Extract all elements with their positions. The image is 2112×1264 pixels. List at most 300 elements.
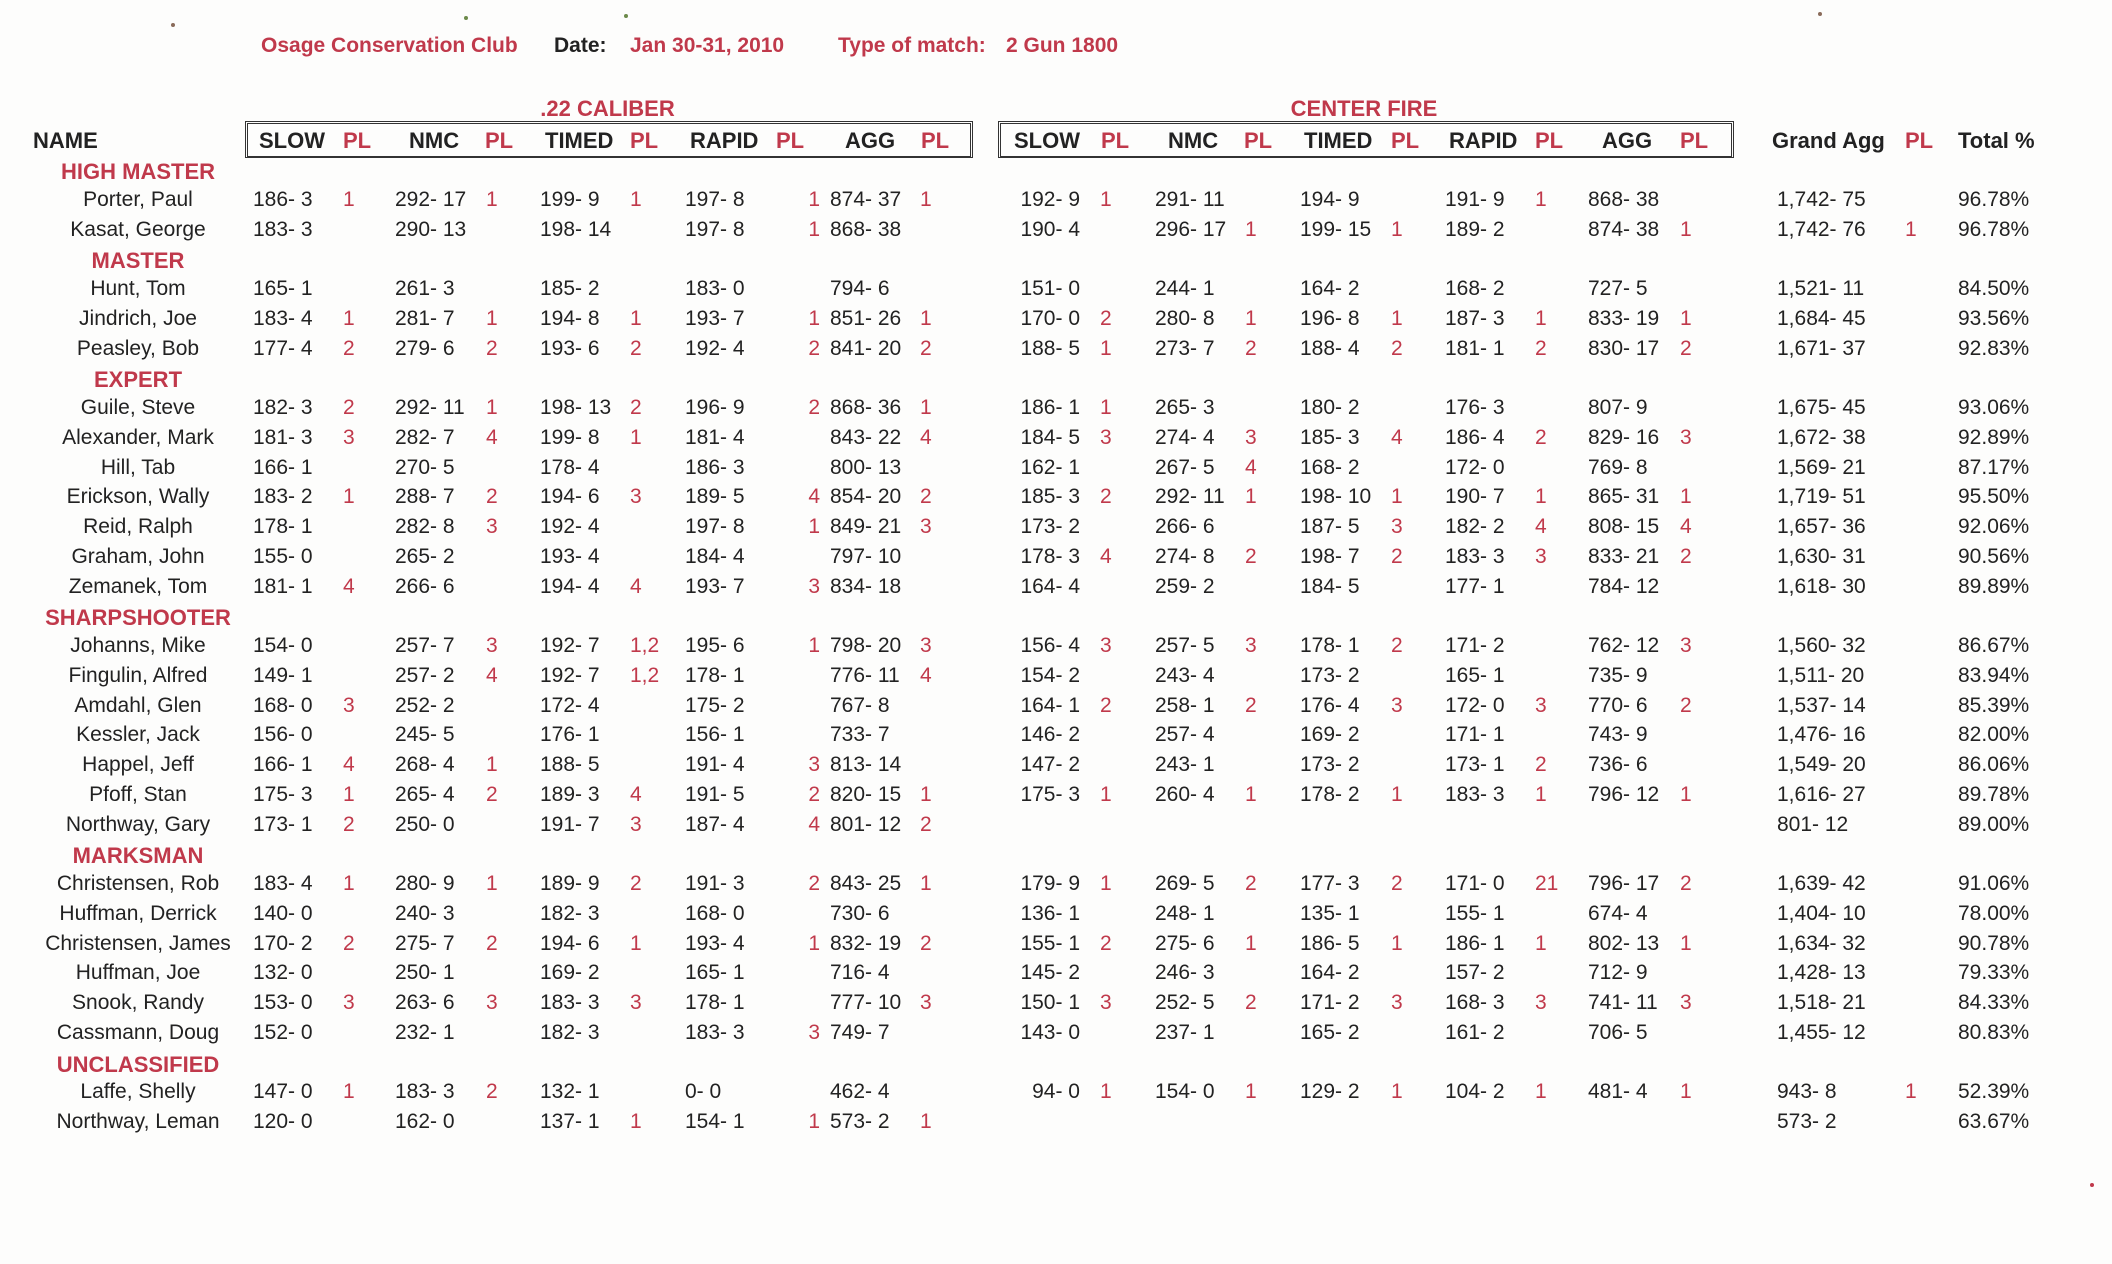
score-cell: 184- 4 [685,545,745,568]
score-cell: 1,537- 14 [1777,694,1866,717]
score-cell: 290- 13 [395,218,467,241]
place-cell: 1 [343,188,355,211]
score-cell: 189- 5 [685,485,745,508]
score-cell: 168- 0 [253,694,313,717]
column-header-rapid: RAPID [1449,128,1518,153]
score-cell: 874- 37 [830,188,902,211]
score-cell: 801- 12 [1777,813,1849,836]
score-cell: 173- 2 [1300,753,1360,776]
column-header-pl: PL [1244,128,1273,153]
score-cell: 191- 7 [540,813,600,836]
score-cell: 185- 3 [1300,426,1360,449]
score-cell: 777- 10 [830,991,902,1014]
score-cell: 190- 7 [1445,485,1505,508]
score-cell: 462- 4 [830,1080,890,1103]
score-cell: 820- 15 [830,783,902,806]
score-cell: 1,634- 32 [1777,932,1866,955]
score-cell: 164- 4 [1020,575,1080,598]
score-cell: 184- 5 [1020,426,1080,449]
score-cell: 194- 4 [540,575,600,598]
score-cell: 1,657- 36 [1777,515,1866,538]
place-cell: 3 [1245,634,1257,657]
score-cell: 868- 36 [830,396,902,419]
place-cell: 3 [1100,634,1112,657]
score-cell: 246- 3 [1155,961,1215,984]
score-cell: 1,616- 27 [1777,783,1866,806]
score-cell: 808- 15 [1588,515,1660,538]
score-cell: 171- 2 [1300,991,1360,1014]
place-cell: 2 [1245,872,1257,895]
place-cell: 2 [808,337,820,360]
score-cell: 93.06% [1958,396,2030,419]
score-cell: 267- 5 [1155,456,1215,479]
score-cell: 1,742- 76 [1777,218,1866,241]
column-header-pl: PL [1535,128,1564,153]
shooter-name: Laffe, Shelly [80,1080,196,1103]
shooter-name: Alexander, Mark [62,426,214,449]
score-cell: 181- 1 [1445,337,1505,360]
place-cell: 2 [1100,485,1112,508]
score-cell: 282- 8 [395,515,455,538]
score-cell: 1,639- 42 [1777,872,1866,895]
score-cell: 1,428- 13 [1777,961,1866,984]
place-cell: 2 [1245,991,1257,1014]
place-cell: 3 [1100,991,1112,1014]
score-cell: 179- 9 [1020,872,1080,895]
score-cell: 149- 1 [253,664,313,687]
score-cell: 257- 7 [395,634,455,657]
place-cell: 1 [1391,932,1403,955]
place-cell: 1 [343,872,355,895]
score-cell: 135- 1 [1300,902,1360,925]
column-header-pl: PL [1905,128,1934,153]
place-cell: 1 [1100,783,1112,806]
score-cell: 165- 1 [253,277,313,300]
score-cell: 162- 1 [1020,456,1080,479]
place-cell: 2 [630,396,642,419]
score-cell: 199- 8 [540,426,600,449]
place-cell: 3 [920,991,932,1014]
score-cell: 154- 0 [253,634,313,657]
score-cell: 168- 2 [1300,456,1360,479]
shooter-name: Snook, Randy [72,991,204,1014]
column-header-pl: PL [1680,128,1709,153]
score-cell: 92.06% [1958,515,2030,538]
place-cell: 21 [1535,872,1559,895]
score-cell: 193- 7 [685,575,745,598]
score-cell: 244- 1 [1155,277,1215,300]
score-cell: 52.39% [1958,1080,2030,1103]
score-cell: 182- 2 [1445,515,1505,538]
score-cell: 296- 17 [1155,218,1227,241]
score-cell: 762- 12 [1588,634,1660,657]
place-cell: 1 [630,932,642,955]
score-cell: 191- 4 [685,753,745,776]
score-cell: 197- 8 [685,218,745,241]
score-cell: 171- 2 [1445,634,1505,657]
score-cell: 178- 1 [1300,634,1360,657]
place-cell: 2 [343,813,355,836]
place-cell: 2 [1535,753,1547,776]
score-cell: 94- 0 [1032,1080,1080,1103]
place-cell: 1 [1680,485,1692,508]
score-cell: 706- 5 [1588,1021,1648,1044]
column-header-grand-agg: Grand Agg [1772,128,1885,153]
score-cell: 181- 4 [685,426,745,449]
place-cell: 1 [630,1110,642,1133]
column-header-agg: AGG [1602,128,1653,153]
column-header-agg: AGG [845,128,896,153]
place-cell: 4 [808,485,820,508]
score-cell: 261- 3 [395,277,455,300]
shooter-name: Kessler, Jack [76,723,200,746]
shooter-name: Zemanek, Tom [68,575,208,598]
score-cell: 252- 2 [395,694,455,717]
place-cell: 2 [808,872,820,895]
score-cell: 90.56% [1958,545,2030,568]
score-cell: 178- 3 [1020,545,1080,568]
score-cell: 257- 5 [1155,634,1215,657]
place-cell: 1 [808,515,820,538]
score-cell: 187- 3 [1445,307,1505,330]
column-header-slow: SLOW [259,128,325,153]
score-cell: 257- 4 [1155,723,1215,746]
date-value: Jan 30-31, 2010 [630,34,785,57]
score-cell: 193- 7 [685,307,745,330]
shooter-name: Northway, Leman [56,1110,220,1133]
match-type-value: 2 Gun 1800 [1006,34,1119,57]
place-cell: 2 [920,485,932,508]
score-cell: 147- 2 [1020,753,1080,776]
place-cell: 3 [1100,426,1112,449]
score-cell: 281- 7 [395,307,455,330]
score-cell: 89.89% [1958,575,2030,598]
score-cell: 177- 3 [1300,872,1360,895]
place-cell: 3 [486,515,498,538]
column-header-pl: PL [630,128,659,153]
score-cell: 176- 3 [1445,396,1505,419]
scan-speck [464,16,468,20]
place-cell: 1 [1391,485,1403,508]
column-header-pl: PL [776,128,805,153]
score-cell: 1,569- 21 [1777,456,1866,479]
score-cell: 874- 38 [1588,218,1660,241]
score-cell: 194- 8 [540,307,600,330]
score-cell: 183- 4 [253,307,313,330]
score-cell: 104- 2 [1445,1080,1505,1103]
match-type-label: Type of match: [838,34,986,57]
score-cell: 240- 3 [395,902,455,925]
shooter-name: Hunt, Tom [90,277,186,300]
shooter-name: Pfoff, Stan [89,783,187,806]
place-cell: 3 [808,753,820,776]
score-cell: 807- 9 [1588,396,1648,419]
place-cell: 3 [1535,545,1547,568]
place-cell: 2 [1680,694,1692,717]
place-cell: 1 [1100,872,1112,895]
place-cell: 2 [1245,337,1257,360]
place-cell: 2 [486,485,498,508]
score-cell: 140- 0 [253,902,313,925]
score-cell: 735- 9 [1588,664,1648,687]
place-cell: 1 [1245,485,1257,508]
place-cell: 1 [920,307,932,330]
place-cell: 2 [1391,872,1403,895]
score-cell: 1,675- 45 [1777,396,1866,419]
score-cell: 199- 15 [1300,218,1372,241]
score-cell: 191- 5 [685,783,745,806]
score-cell: 154- 1 [685,1110,745,1133]
score-cell: 164- 1 [1020,694,1080,717]
score-cell: 150- 1 [1020,991,1080,1014]
score-cell: 292- 17 [395,188,467,211]
place-cell: 3 [486,991,498,1014]
score-cell: 173- 2 [1300,664,1360,687]
score-cell: 185- 3 [1020,485,1080,508]
place-cell: 1 [808,188,820,211]
column-header-pl: PL [485,128,514,153]
score-cell: 279- 6 [395,337,455,360]
place-cell: 1 [808,932,820,955]
place-cell: 1 [1535,932,1547,955]
score-cell: 674- 4 [1588,902,1648,925]
place-cell: 1 [486,188,498,211]
score-cell: 265- 4 [395,783,455,806]
score-cell: 155- 0 [253,545,313,568]
score-cell: 481- 4 [1588,1080,1648,1103]
score-cell: 943- 8 [1777,1080,1837,1103]
score-cell: 1,521- 11 [1777,277,1865,300]
score-cell: 136- 1 [1020,902,1080,925]
score-cell: 80.83% [1958,1021,2030,1044]
score-cell: 183- 3 [253,218,313,241]
place-cell: 1 [343,485,355,508]
score-cell: 288- 7 [395,485,455,508]
score-cell: 132- 1 [540,1080,600,1103]
score-cell: 184- 5 [1300,575,1360,598]
place-cell: 1 [1680,307,1692,330]
shooter-name: Amdahl, Glen [74,694,202,717]
score-cell: 86.06% [1958,753,2030,776]
score-cell: 177- 4 [253,337,313,360]
score-cell: 168- 2 [1445,277,1505,300]
shooter-name: Erickson, Wally [66,485,210,508]
score-cell: 832- 19 [830,932,902,955]
score-cell: 147- 0 [253,1080,313,1103]
shooter-name: Guile, Steve [80,396,196,419]
score-cell: 195- 6 [685,634,745,657]
score-cell: 182- 3 [540,1021,600,1044]
place-cell: 1 [1245,307,1257,330]
score-cell: 275- 6 [1155,932,1215,955]
column-header-pl: PL [1101,128,1130,153]
score-cell: 265- 3 [1155,396,1215,419]
score-cell: 175- 3 [1020,783,1080,806]
score-cell: 274- 4 [1155,426,1215,449]
score-cell: 1,476- 16 [1777,723,1866,746]
score-cell: 181- 1 [253,575,313,598]
classification-heading: SHARPSHOOTER [45,605,231,630]
place-cell: 1 [1100,337,1112,360]
place-cell: 3 [343,991,355,1014]
score-cell: 168- 3 [1445,991,1505,1014]
place-cell: 1,2 [630,634,660,657]
score-cell: 164- 2 [1300,961,1360,984]
scan-speck [2090,1183,2094,1187]
place-cell: 1 [630,188,642,211]
score-cell: 794- 6 [830,277,890,300]
score-cell: 784- 12 [1588,575,1660,598]
score-cell: 801- 12 [830,813,902,836]
score-cell: 164- 2 [1300,277,1360,300]
column-header-slow: SLOW [1014,128,1080,153]
score-cell: 92.83% [1958,337,2030,360]
place-cell: 3 [1245,426,1257,449]
score-cell: 186- 1 [1020,396,1080,419]
place-cell: 2 [920,337,932,360]
shooter-name: Jindrich, Joe [79,307,197,330]
place-cell: 1 [920,1110,932,1133]
score-cell: 292- 11 [1155,485,1225,508]
score-cell: 796- 12 [1588,783,1660,806]
score-cell: 194- 6 [540,932,600,955]
score-cell: 776- 11 [830,664,900,687]
score-cell: 1,560- 32 [1777,634,1866,657]
place-cell: 1 [1391,1080,1403,1103]
scan-speck [171,23,175,27]
scan-speck [1818,12,1822,16]
place-cell: 1 [808,1110,820,1133]
score-cell: 190- 4 [1020,218,1080,241]
score-cell: 152- 0 [253,1021,313,1044]
place-cell: 2 [1391,337,1403,360]
score-cell: 232- 1 [395,1021,455,1044]
place-cell: 1 [630,426,642,449]
place-cell: 4 [808,813,820,836]
score-cell: 183- 4 [253,872,313,895]
shooter-name: Northway, Gary [65,813,211,836]
place-cell: 1 [920,783,932,806]
score-cell: 182- 3 [253,396,313,419]
shooter-name: Christensen, Rob [56,872,220,895]
score-cell: 736- 6 [1588,753,1648,776]
score-cell: 196- 9 [685,396,745,419]
score-cell: 243- 1 [1155,753,1215,776]
score-cell: 266- 6 [1155,515,1215,538]
score-cell: 282- 7 [395,426,455,449]
score-cell: 187- 4 [685,813,745,836]
score-cell: 194- 6 [540,485,600,508]
place-cell: 1 [1535,307,1547,330]
score-cell: 89.00% [1958,813,2030,836]
place-cell: 1 [630,307,642,330]
shooter-name: Peasley, Bob [76,337,200,360]
score-cell: 183- 3 [395,1080,455,1103]
score-cell: 187- 5 [1300,515,1360,538]
place-cell: 3 [1391,991,1403,1014]
classification-heading: UNCLASSIFIED [56,1052,220,1077]
score-cell: 178- 1 [685,991,745,1014]
place-cell: 1 [1535,188,1547,211]
score-cell: 173- 2 [1020,515,1080,538]
place-cell: 1 [1391,307,1403,330]
shooter-name: Reid, Ralph [83,515,193,538]
place-cell: 1 [1680,783,1692,806]
score-cell: 841- 20 [830,337,902,360]
place-cell: 4 [343,753,355,776]
score-cell: 797- 10 [830,545,902,568]
score-cell: 186- 1 [1445,932,1505,955]
place-cell: 2 [1245,694,1257,717]
score-cell: 727- 5 [1588,277,1648,300]
score-cell: 252- 5 [1155,991,1215,1014]
place-cell: 4 [1245,456,1257,479]
place-cell: 2 [1391,634,1403,657]
score-cell: 1,511- 20 [1777,664,1865,687]
score-cell: 180- 2 [1300,396,1360,419]
place-cell: 2 [1100,307,1112,330]
score-cell: 161- 2 [1445,1021,1505,1044]
score-cell: 1,684- 45 [1777,307,1866,330]
date-label: Date: [554,34,607,57]
place-cell: 1 [1245,783,1257,806]
score-cell: 263- 6 [395,991,455,1014]
place-cell: 2 [486,783,498,806]
score-cell: 172- 0 [1445,456,1505,479]
score-cell: 259- 2 [1155,575,1215,598]
score-cell: 89.78% [1958,783,2030,806]
score-cell: 171- 0 [1445,872,1505,895]
place-cell: 3 [920,515,932,538]
place-cell: 1 [343,1080,355,1103]
place-cell: 2 [808,783,820,806]
score-cell: 291- 11 [1155,188,1225,211]
place-cell: 1 [1245,218,1257,241]
place-cell: 1 [1905,218,1917,241]
place-cell: 2 [1680,872,1692,895]
score-cell: 193- 6 [540,337,600,360]
shooter-name: Huffman, Derrick [59,902,217,925]
place-cell: 2 [1245,545,1257,568]
score-cell: 183- 3 [540,991,600,1014]
score-cell: 84.33% [1958,991,2030,1014]
score-cell: 169- 2 [1300,723,1360,746]
score-cell: 120- 0 [253,1110,313,1133]
place-cell: 1 [486,753,498,776]
score-cell: 183- 3 [1445,783,1505,806]
score-cell: 78.00% [1958,902,2030,925]
score-cell: 189- 2 [1445,218,1505,241]
place-cell: 2 [486,1080,498,1103]
score-cell: 188- 5 [1020,337,1080,360]
score-cell: 800- 13 [830,456,902,479]
score-cell: 198- 10 [1300,485,1372,508]
score-cell: 178- 2 [1300,783,1360,806]
score-cell: 137- 1 [540,1110,600,1133]
score-cell: 155- 1 [1020,932,1080,955]
score-cell: 743- 9 [1588,723,1648,746]
place-cell: 1 [1100,188,1112,211]
score-cell: 192- 7 [540,634,600,657]
place-cell: 1 [1535,485,1547,508]
place-cell: 2 [343,337,355,360]
score-cell: 273- 7 [1155,337,1215,360]
place-cell: 1 [1535,783,1547,806]
score-cell: 258- 1 [1155,694,1215,717]
score-cell: 573- 2 [830,1110,890,1133]
column-header-nmc: NMC [1168,128,1219,153]
score-cell: 193- 4 [540,545,600,568]
